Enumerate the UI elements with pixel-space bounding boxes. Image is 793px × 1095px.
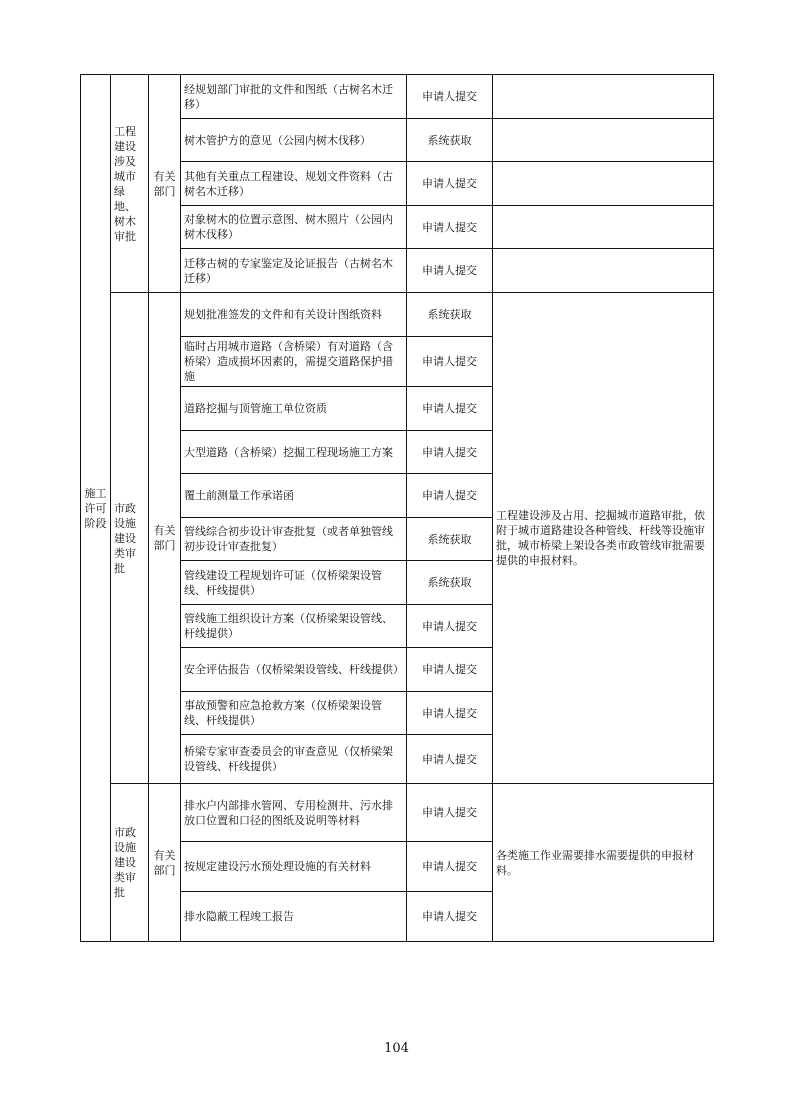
source-cell: 申请人提交	[407, 892, 493, 942]
material-cell: 树木管护方的意见（公园内树木伐移）	[181, 119, 407, 162]
material-cell: 经规划部门审批的文件和图纸（古树名木迁移）	[181, 75, 407, 119]
source-cell: 申请人提交	[407, 784, 493, 842]
material-cell: 排水户内部排水管网、专用检测井、污水排放口位置和口径的图纸及说明等材料	[181, 784, 407, 842]
note-cell	[493, 162, 714, 206]
material-cell: 道路挖掘与顶管施工单位资质	[181, 387, 407, 431]
dept-cell: 有关部门	[149, 784, 181, 942]
material-cell: 桥梁专家审查委员会的审查意见（仅桥梁架设管线、杆线提供）	[181, 735, 407, 784]
material-cell: 管线施工组织设计方案（仅桥梁架设管线、杆线提供）	[181, 605, 407, 648]
category-cell: 市政设施建设类审批	[111, 293, 149, 784]
material-cell: 大型道路（含桥梁）挖掘工程现场施工方案	[181, 431, 407, 474]
source-cell: 申请人提交	[407, 387, 493, 431]
material-cell: 管线建设工程规划许可证（仅桥梁架设管线、杆线提供）	[181, 561, 407, 605]
material-cell: 临时占用城市道路（含桥梁）有对道路（含桥梁）造成损坏因素的，需提交道路保护措施	[181, 337, 407, 387]
material-cell: 其他有关重点工程建设、规划文件资料（古树名木迁移）	[181, 162, 407, 206]
material-cell: 事故预警和应急抢救方案（仅桥梁架设管线、杆线提供）	[181, 692, 407, 735]
source-cell: 系统获取	[407, 561, 493, 605]
source-cell: 申请人提交	[407, 249, 493, 293]
source-cell: 申请人提交	[407, 648, 493, 692]
material-cell: 规划批准签发的文件和有关设计图纸资料	[181, 293, 407, 337]
note-cell	[493, 75, 714, 119]
page-number: 104	[384, 1041, 409, 1056]
source-cell: 申请人提交	[407, 692, 493, 735]
source-cell: 申请人提交	[407, 337, 493, 387]
table-row	[81, 784, 714, 842]
source-cell: 申请人提交	[407, 162, 493, 206]
source-cell: 系统获取	[407, 293, 493, 337]
source-cell: 申请人提交	[407, 605, 493, 648]
source-cell: 系统获取	[407, 119, 493, 162]
source-cell: 申请人提交	[407, 75, 493, 119]
material-cell: 按规定建设污水预处理设施的有关材料	[181, 842, 407, 892]
stage-cell: 施工许可阶段	[81, 75, 111, 942]
source-cell: 系统获取	[407, 518, 493, 561]
material-cell: 排水隐蔽工程竣工报告	[181, 892, 407, 942]
table-row	[81, 75, 714, 119]
note-cell	[493, 119, 714, 162]
source-cell: 申请人提交	[407, 206, 493, 249]
table-row	[81, 293, 714, 337]
source-cell: 申请人提交	[407, 474, 493, 518]
category-cell: 工程建设涉及城市绿地、树木审批	[111, 75, 149, 293]
material-cell: 安全评估报告（仅桥梁架设管线、杆线提供）	[181, 648, 407, 692]
dept-cell: 有关部门	[149, 293, 181, 784]
note-cell: 工程建设涉及占用、挖掘城市道路审批，依附于城市道路建设各种管线、杆线等设施审批，城市桥梁上架设各类市政管线审批需要提供的申报材料。	[493, 293, 714, 784]
dept-cell: 有关部门	[149, 75, 181, 293]
material-cell: 管线综合初步设计审查批复（或者单独管线初步设计审查批复）	[181, 518, 407, 561]
source-cell: 申请人提交	[407, 842, 493, 892]
material-cell: 覆土前测量工作承诺函	[181, 474, 407, 518]
source-cell: 申请人提交	[407, 735, 493, 784]
note-cell	[493, 206, 714, 249]
materials-table	[80, 74, 714, 942]
category-cell: 市政设施建设类审批	[111, 784, 149, 942]
source-cell: 申请人提交	[407, 431, 493, 474]
material-cell: 对象树木的位置示意图、树木照片（公园内树木伐移）	[181, 206, 407, 249]
note-cell	[493, 249, 714, 293]
note-cell: 各类施工作业需要排水需要提供的申报材料。	[493, 784, 714, 942]
material-cell: 迁移古树的专家鉴定及论证报告（古树名木迁移）	[181, 249, 407, 293]
